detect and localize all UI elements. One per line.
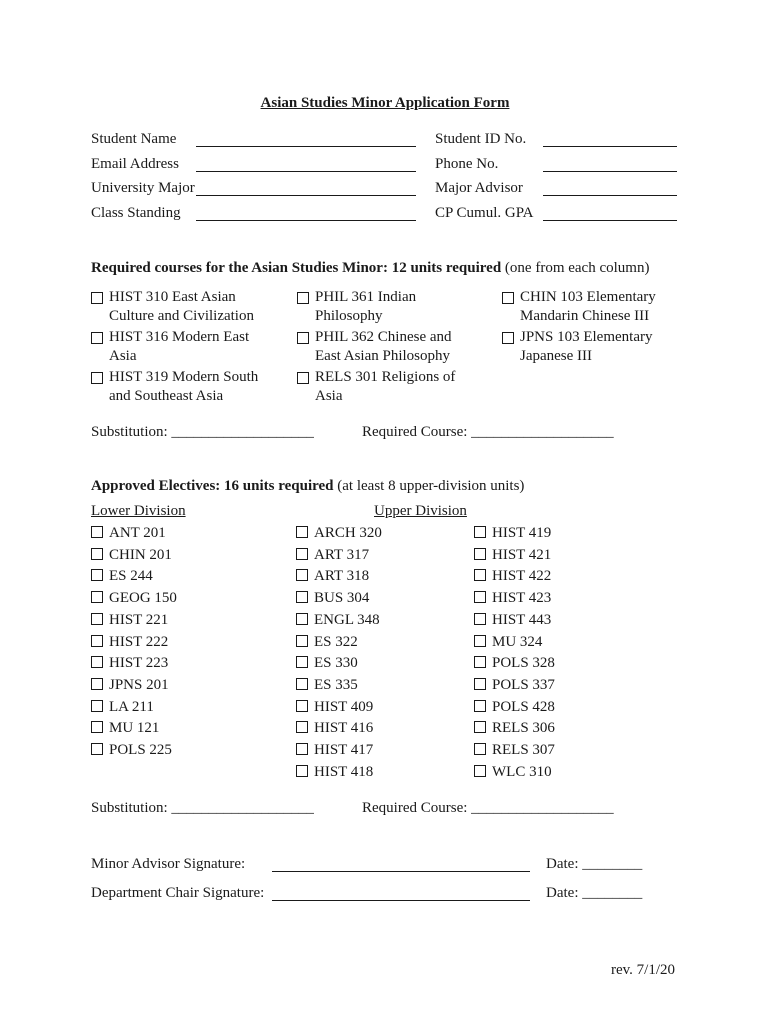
course-label: HIST 422 (492, 568, 552, 585)
elective-course-item[interactable] (91, 524, 166, 543)
elective-course-item[interactable] (91, 698, 154, 717)
elective-course-item[interactable] (296, 546, 369, 565)
checkbox[interactable] (296, 656, 308, 668)
checkbox[interactable] (91, 700, 103, 712)
gpa-field[interactable] (543, 220, 677, 221)
checkbox[interactable] (91, 743, 103, 755)
elective-course-item[interactable] (296, 524, 382, 543)
elective-course-item[interactable] (474, 654, 555, 673)
course-label: HIST 223 (109, 655, 169, 672)
course-label: ENGL 348 (314, 611, 380, 628)
course-jpns-103[interactable] (502, 328, 677, 366)
class-standing-label: Class Standing (91, 205, 181, 221)
elective-course-item[interactable] (91, 567, 153, 586)
required-heading (91, 259, 649, 277)
course-label: ARCH 320 (314, 525, 382, 541)
electives-substitution-course[interactable]: Required Course: ___________________ (362, 800, 614, 816)
checkbox[interactable] (91, 656, 103, 668)
elective-course-item[interactable] (91, 546, 172, 565)
checkbox[interactable] (91, 569, 103, 581)
chair-signature-field[interactable] (272, 900, 530, 901)
student-id-field[interactable] (543, 146, 677, 147)
elective-course-item[interactable] (474, 524, 551, 543)
course-hist-316[interactable] (91, 328, 271, 366)
elective-course-item[interactable] (296, 741, 373, 760)
required-substitution[interactable]: Substitution: ___________________ (91, 424, 314, 440)
student-name-field[interactable] (196, 146, 416, 147)
elective-course-item[interactable] (296, 676, 358, 695)
course-label: WLC 310 (492, 763, 552, 780)
course-label: POLS 225 (109, 742, 172, 758)
checkbox[interactable] (474, 613, 486, 625)
course-label: HIST 409 (314, 698, 374, 715)
checkbox[interactable] (296, 765, 308, 777)
elective-course-item[interactable] (296, 589, 369, 608)
student-name-label: Student Name (91, 131, 177, 147)
course-label: PHIL 361 Indian Philosophy (315, 289, 417, 324)
course-label: ANT 201 (109, 525, 166, 541)
checkbox[interactable] (474, 548, 486, 560)
course-label: BUS 304 (314, 590, 370, 607)
checkbox[interactable] (502, 332, 514, 344)
elective-course-item[interactable] (474, 719, 555, 738)
checkbox[interactable] (91, 635, 103, 647)
course-label: HIST 222 (109, 633, 169, 650)
checkbox[interactable] (91, 678, 103, 690)
course-label: MU 324 (492, 633, 543, 650)
checkbox[interactable] (296, 700, 308, 712)
checkbox[interactable] (297, 372, 309, 384)
course-label: LA 211 (109, 698, 154, 715)
course-phil-361[interactable] (297, 288, 467, 326)
required-heading-note: (one from each column) (504, 260, 650, 276)
elective-course-item[interactable] (91, 611, 168, 630)
checkbox[interactable] (474, 656, 486, 668)
upper-division-label: Upper Division (374, 503, 467, 519)
checkbox[interactable] (297, 292, 309, 304)
elective-course-item[interactable] (91, 654, 168, 673)
phone-field[interactable] (543, 171, 677, 172)
course-label: HIST 443 (492, 611, 552, 628)
course-label: PHIL 362 Chinese and East Asian Philosophy (315, 329, 452, 364)
checkbox[interactable] (474, 526, 486, 538)
checkbox[interactable] (474, 678, 486, 690)
course-label: HIST 421 (492, 546, 552, 563)
elective-course-item[interactable] (296, 567, 369, 586)
chair-date[interactable]: Date: ________ (546, 885, 643, 901)
elective-course-item[interactable] (474, 633, 542, 652)
elective-course-item[interactable] (296, 763, 373, 782)
course-hist-319[interactable] (91, 368, 271, 406)
elective-course-item[interactable] (474, 763, 552, 782)
required-substitution-course[interactable]: Required Course: ___________________ (362, 424, 614, 440)
course-label: RELS 301 Religions of Asia (315, 369, 456, 404)
checkbox[interactable] (296, 721, 308, 733)
advisor-signature-label: Minor Advisor Signature: (91, 856, 246, 872)
revision-date: rev. 7/1/20 (611, 962, 676, 978)
gpa-label: CP Cumul. GPA (435, 205, 534, 221)
checkbox[interactable] (474, 635, 486, 647)
class-standing-field[interactable] (196, 220, 416, 221)
checkbox[interactable] (296, 743, 308, 755)
checkbox[interactable] (474, 700, 486, 712)
checkbox[interactable] (296, 591, 308, 603)
checkbox[interactable] (91, 721, 103, 733)
elective-course-item[interactable] (474, 611, 551, 630)
elective-course-item[interactable] (91, 589, 177, 608)
course-label: HIST 417 (314, 742, 374, 758)
course-hist-310[interactable] (91, 288, 271, 326)
elective-course-item[interactable] (296, 654, 358, 673)
course-label: HIST 423 (492, 590, 552, 607)
course-label: JPNS 103 Elementary Japanese III (520, 329, 653, 364)
course-label: MU 121 (109, 720, 160, 737)
elective-course-item[interactable] (474, 567, 551, 586)
elective-course-item[interactable] (91, 719, 159, 738)
course-label: ES 244 (109, 568, 153, 585)
checkbox[interactable] (296, 526, 308, 538)
course-label: ART 318 (314, 568, 370, 585)
checkbox[interactable] (91, 526, 103, 538)
electives-heading-bold: Approved Electives: 16 units required (91, 478, 334, 494)
major-advisor-label: Major Advisor (435, 180, 523, 196)
phone-label: Phone No. (435, 156, 499, 172)
course-label: HIST 221 (109, 611, 169, 628)
checkbox[interactable] (474, 765, 486, 777)
email-address-field[interactable] (196, 171, 416, 172)
checkbox[interactable] (474, 591, 486, 603)
course-label: JPNS 201 (109, 676, 169, 693)
course-label: ES 322 (314, 633, 358, 650)
elective-course-item[interactable] (474, 589, 551, 608)
checkbox[interactable] (502, 292, 514, 304)
course-phil-362[interactable] (297, 328, 467, 366)
course-label: CHIN 103 Elementary Mandarin Chinese III (520, 289, 656, 324)
elective-course-item[interactable] (474, 698, 555, 717)
elective-course-item[interactable] (296, 633, 358, 652)
course-label: POLS 428 (492, 698, 555, 715)
checkbox[interactable] (91, 591, 103, 603)
course-label: ES 335 (314, 676, 358, 693)
checkbox[interactable] (296, 548, 308, 560)
electives-heading (91, 477, 524, 495)
course-label: HIST 416 (314, 720, 374, 737)
course-label: HIST 310 East Asian Culture and Civilization (109, 289, 254, 324)
elective-course-item[interactable] (474, 676, 555, 695)
electives-substitution[interactable]: Substitution: ___________________ (91, 800, 314, 816)
checkbox[interactable] (91, 548, 103, 560)
advisor-signature-field[interactable] (272, 871, 530, 872)
course-chin-103[interactable] (502, 288, 677, 326)
elective-course-item[interactable] (91, 633, 168, 652)
elective-course-item[interactable] (91, 741, 172, 760)
elective-course-item[interactable] (296, 698, 373, 717)
checkbox[interactable] (474, 721, 486, 733)
course-label: HIST 419 (492, 525, 552, 541)
elective-course-item[interactable] (91, 676, 169, 695)
checkbox[interactable] (296, 569, 308, 581)
checkbox[interactable] (91, 613, 103, 625)
course-label: ES 330 (314, 655, 358, 672)
course-label: HIST 418 (314, 763, 374, 780)
checkbox[interactable] (91, 292, 103, 304)
elective-course-item[interactable] (296, 719, 373, 738)
course-label: RELS 307 (492, 742, 555, 758)
checkbox[interactable] (91, 332, 103, 344)
course-label: GEOG 150 (109, 590, 177, 607)
electives-heading-note: (at least 8 upper-division units) (337, 478, 525, 494)
course-label: POLS 328 (492, 655, 555, 672)
checkbox[interactable] (474, 569, 486, 581)
elective-course-item[interactable] (474, 741, 555, 760)
university-major-label: University Major (91, 180, 195, 196)
checkbox[interactable] (474, 743, 486, 755)
checkbox[interactable] (91, 372, 103, 384)
course-rels-301[interactable] (297, 368, 467, 406)
course-label: HIST 316 Modern East Asia (109, 329, 250, 364)
checkbox[interactable] (296, 613, 308, 625)
email-address-label: Email Address (91, 156, 179, 172)
checkbox[interactable] (296, 635, 308, 647)
advisor-date[interactable]: Date: ________ (546, 856, 643, 872)
course-label: HIST 319 Modern South and Southeast Asia (109, 369, 259, 404)
course-label: POLS 337 (492, 676, 555, 693)
lower-division-label: Lower Division (91, 503, 186, 519)
course-label: ART 317 (314, 546, 370, 563)
major-advisor-field[interactable] (543, 195, 677, 196)
course-label: RELS 306 (492, 720, 555, 737)
form-title: Asian Studies Minor Application Form (260, 95, 510, 111)
student-id-label: Student ID No. (435, 131, 527, 147)
elective-course-item[interactable] (474, 546, 551, 565)
checkbox[interactable] (297, 332, 309, 344)
elective-course-item[interactable] (296, 611, 380, 630)
required-heading-bold: Required courses for the Asian Studies Minor: 12 units required (91, 260, 502, 276)
checkbox[interactable] (296, 678, 308, 690)
course-label: CHIN 201 (109, 546, 172, 563)
university-major-field[interactable] (196, 195, 416, 196)
chair-signature-label: Department Chair Signature: (91, 885, 265, 901)
